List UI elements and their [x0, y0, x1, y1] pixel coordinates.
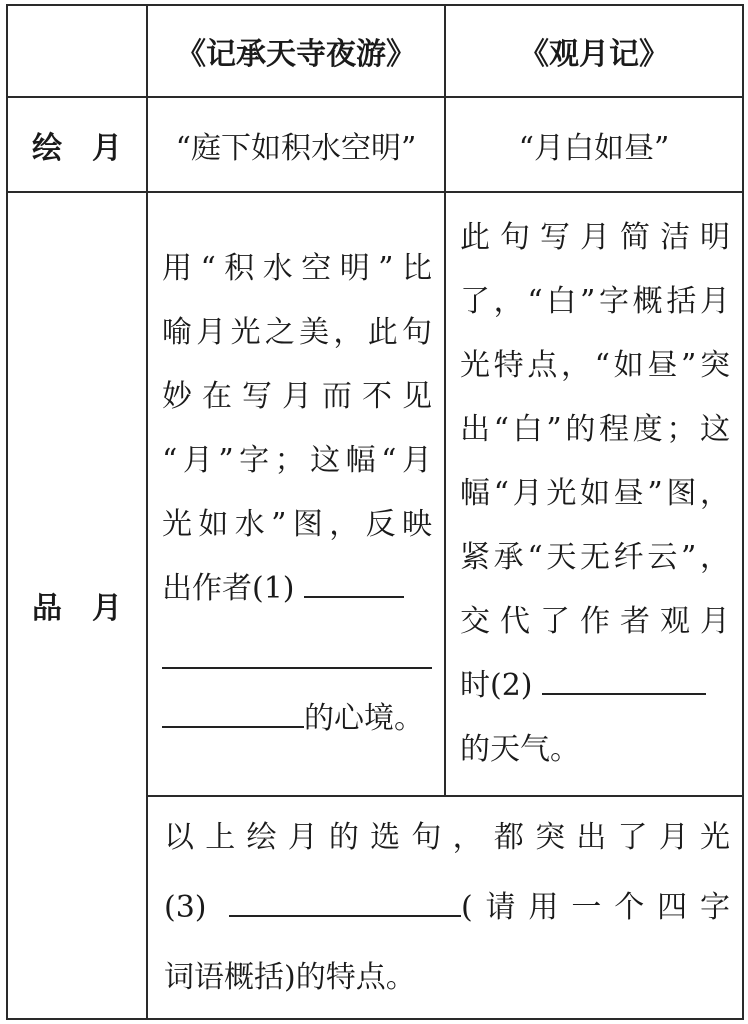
- right-line-3: 光特点，“如昼”突: [460, 347, 730, 383]
- pinyue-right-text: [446, 206, 742, 782]
- left-line-6: [162, 557, 432, 621]
- blank-2-label: 时(2): [460, 667, 533, 703]
- pinyue-left-cell: [147, 192, 445, 796]
- right-line-1: 此句写月简洁明: [460, 219, 730, 255]
- pinyue-row: [7, 192, 743, 796]
- summary-text: [148, 803, 742, 1013]
- right-line-6: 紧承“天无纤云”，: [460, 539, 730, 575]
- left-line-5: 光如水”图，反映: [162, 506, 432, 542]
- answer-blank-1c[interactable]: [162, 696, 304, 728]
- right-line-7: 交代了作者观月: [460, 603, 730, 639]
- summary-line-3: 词语概括)的特点。: [164, 959, 416, 995]
- huiyue-right-quote: “月白如昼”: [445, 97, 743, 191]
- right-line-9: 的天气。: [460, 731, 580, 767]
- right-line-4: 出“白”的程度；这: [460, 411, 730, 447]
- summary-line-1: 以上绘月的选句，都突出了月光: [164, 819, 730, 855]
- header-left-title: 《记承天寺夜游》: [147, 5, 445, 97]
- pinyue-right-cell: [445, 192, 743, 796]
- left-line-4: “月”字；这幅“月: [162, 442, 432, 478]
- left-end-text: 的心境。: [304, 700, 424, 736]
- huiyue-label: 绘 月: [7, 97, 147, 191]
- header-right-title: 《观月记》: [445, 5, 743, 97]
- pinyue-label: 品 月: [7, 192, 147, 1019]
- left-line-3: 妙在写月而不见: [162, 378, 432, 414]
- left-line-1: 用“积水空明”比: [162, 250, 432, 286]
- right-line-5: 幅“月光如昼”图，: [460, 475, 730, 511]
- summary-line-2: [164, 873, 730, 943]
- comparison-table: [6, 4, 744, 1020]
- summary-cell: [147, 796, 743, 1019]
- answer-blank-3[interactable]: [229, 885, 461, 917]
- answer-blank-2[interactable]: [542, 663, 706, 695]
- huiyue-left-quote: “庭下如积水空明”: [147, 97, 445, 191]
- pinyue-left-text: [148, 237, 444, 751]
- summary-line-2-end: (请用一个四字: [460, 889, 730, 925]
- left-line-7: [162, 687, 432, 751]
- huiyue-row: [7, 97, 743, 191]
- corner-cell: [7, 5, 147, 97]
- blank-3-label: (3): [164, 889, 207, 925]
- right-line-8: [460, 654, 730, 718]
- header-row: [7, 5, 743, 97]
- left-line-2: 喻月光之美，此句: [162, 314, 432, 350]
- blank-1-label: 出作者(1): [162, 570, 295, 606]
- answer-blank-1a[interactable]: [304, 566, 404, 598]
- answer-blank-1b[interactable]: [162, 637, 432, 669]
- right-line-2: 了，“白”字概括月: [460, 283, 730, 319]
